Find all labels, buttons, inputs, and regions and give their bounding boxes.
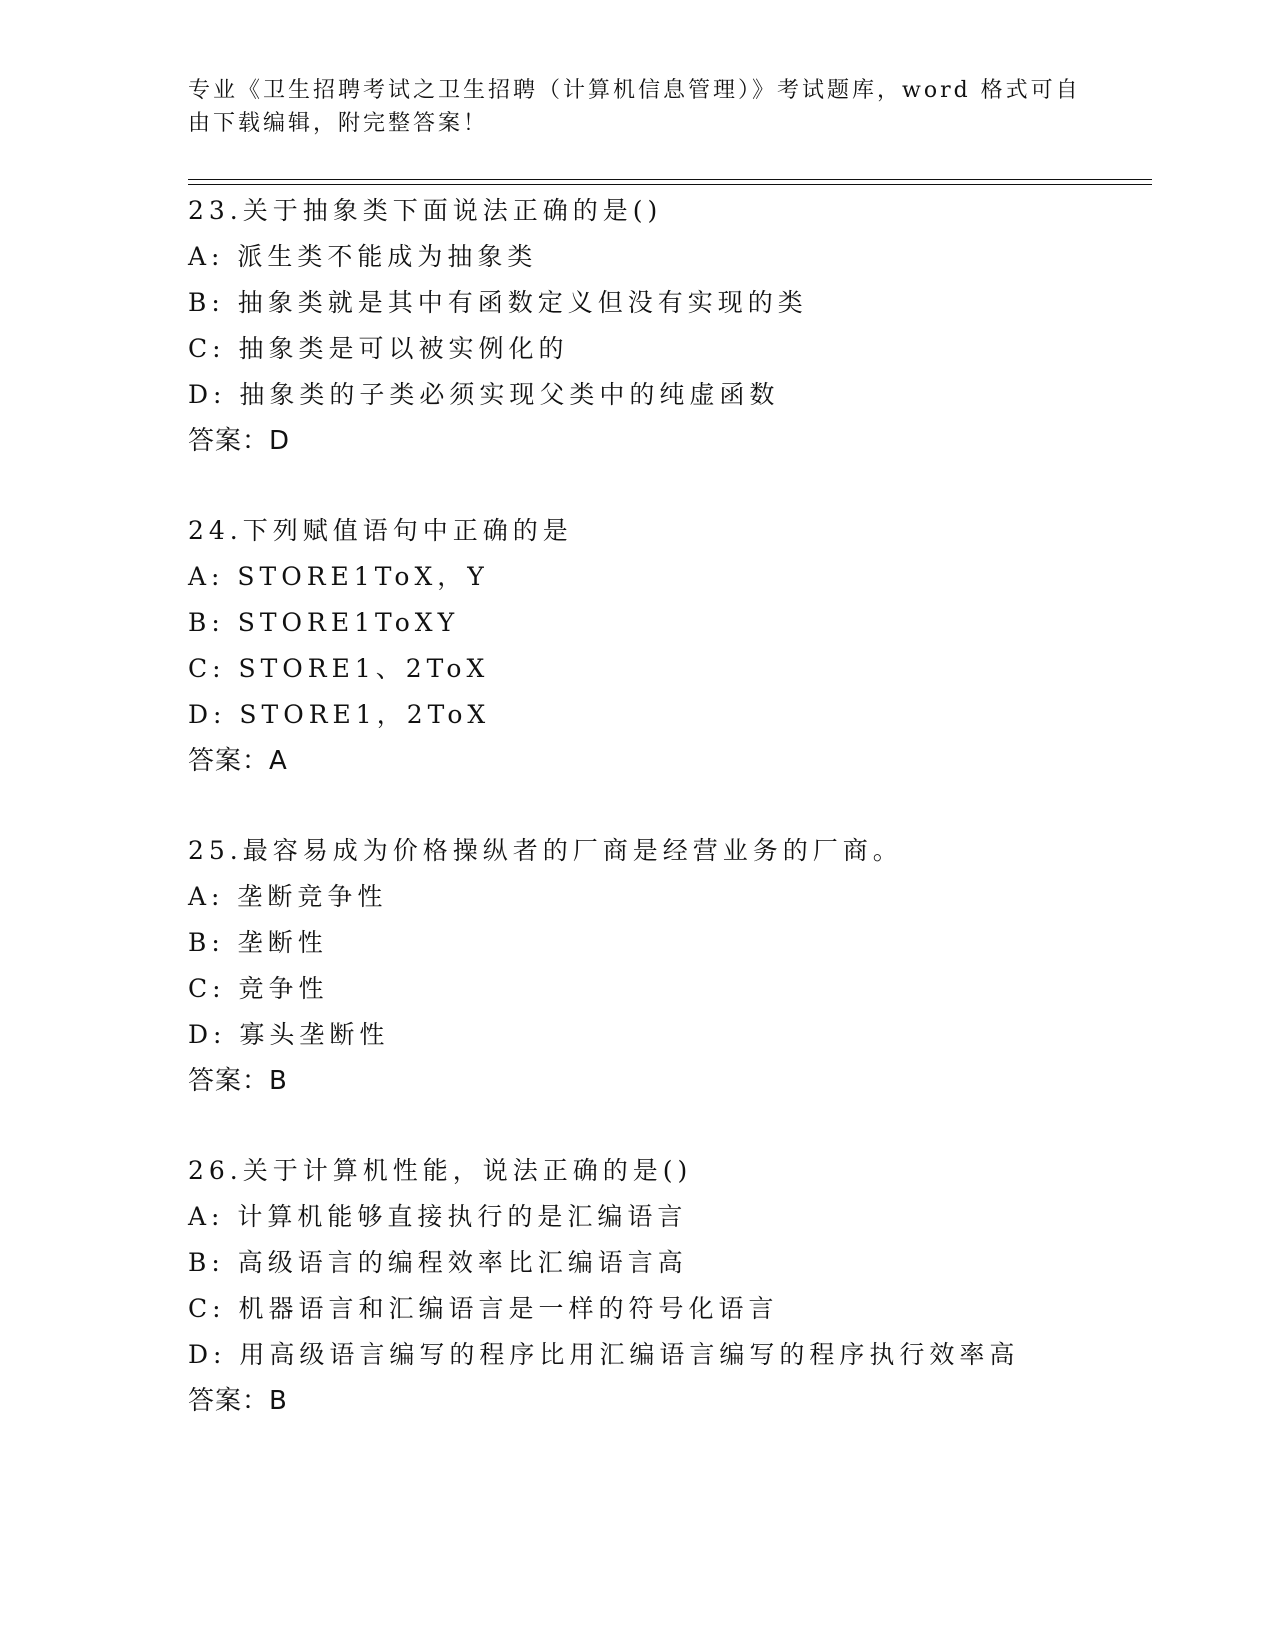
question-26 — [188, 1148, 1168, 1424]
option-b: B: 垄断性 — [188, 928, 328, 957]
document-header — [188, 74, 1088, 140]
option-d: D: 寡头垄断性 — [188, 1020, 390, 1049]
option-b: B: STORE1ToXY — [188, 608, 460, 637]
answer: 答案：B — [188, 1066, 288, 1096]
option-b: B: 抽象类就是其中有函数定义但没有实现的类 — [188, 288, 808, 317]
option-a: A: 派生类不能成为抽象类 — [188, 242, 538, 271]
option-c: C: 抽象类是可以被实例化的 — [188, 334, 569, 363]
question-23 — [188, 188, 1168, 464]
question-24 — [188, 508, 1168, 784]
option-a: A: 垄断竞争性 — [188, 882, 388, 911]
header-divider-bottom — [188, 184, 1152, 185]
option-d: D: STORE1，2ToX — [188, 700, 491, 729]
option-b: B: 高级语言的编程效率比汇编语言高 — [188, 1248, 688, 1277]
question-stem: 24.下列赋值语句中正确的是 — [188, 516, 573, 545]
option-c: C: 机器语言和汇编语言是一样的符号化语言 — [188, 1294, 779, 1323]
header-divider-top — [188, 179, 1152, 180]
option-d: D: 用高级语言编写的程序比用汇编语言编写的程序执行效率高 — [188, 1340, 1020, 1369]
answer: 答案：A — [188, 746, 288, 776]
question-25 — [188, 828, 1168, 1104]
question-stem: 26.关于计算机性能，说法正确的是() — [188, 1156, 693, 1185]
option-c: C: STORE1、2ToX — [188, 654, 490, 683]
option-c: C: 竞争性 — [188, 974, 329, 1003]
option-a: A: 计算机能够直接执行的是汇编语言 — [188, 1202, 688, 1231]
header-line-2: 由下载编辑，附完整答案！ — [188, 111, 489, 136]
question-stem: 23.关于抽象类下面说法正确的是() — [188, 196, 663, 225]
answer: 答案：B — [188, 1386, 288, 1416]
option-d: D: 抽象类的子类必须实现父类中的纯虚函数 — [188, 380, 780, 409]
answer: 答案：D — [188, 426, 291, 456]
question-stem: 25.最容易成为价格操纵者的厂商是经营业务的厂商。 — [188, 836, 903, 865]
header-line-1: 专业《卫生招聘考试之卫生招聘（计算机信息管理）》考试题库，word 格式可自 — [188, 78, 1081, 103]
option-a: A: STORE1ToX，Y — [188, 562, 489, 591]
